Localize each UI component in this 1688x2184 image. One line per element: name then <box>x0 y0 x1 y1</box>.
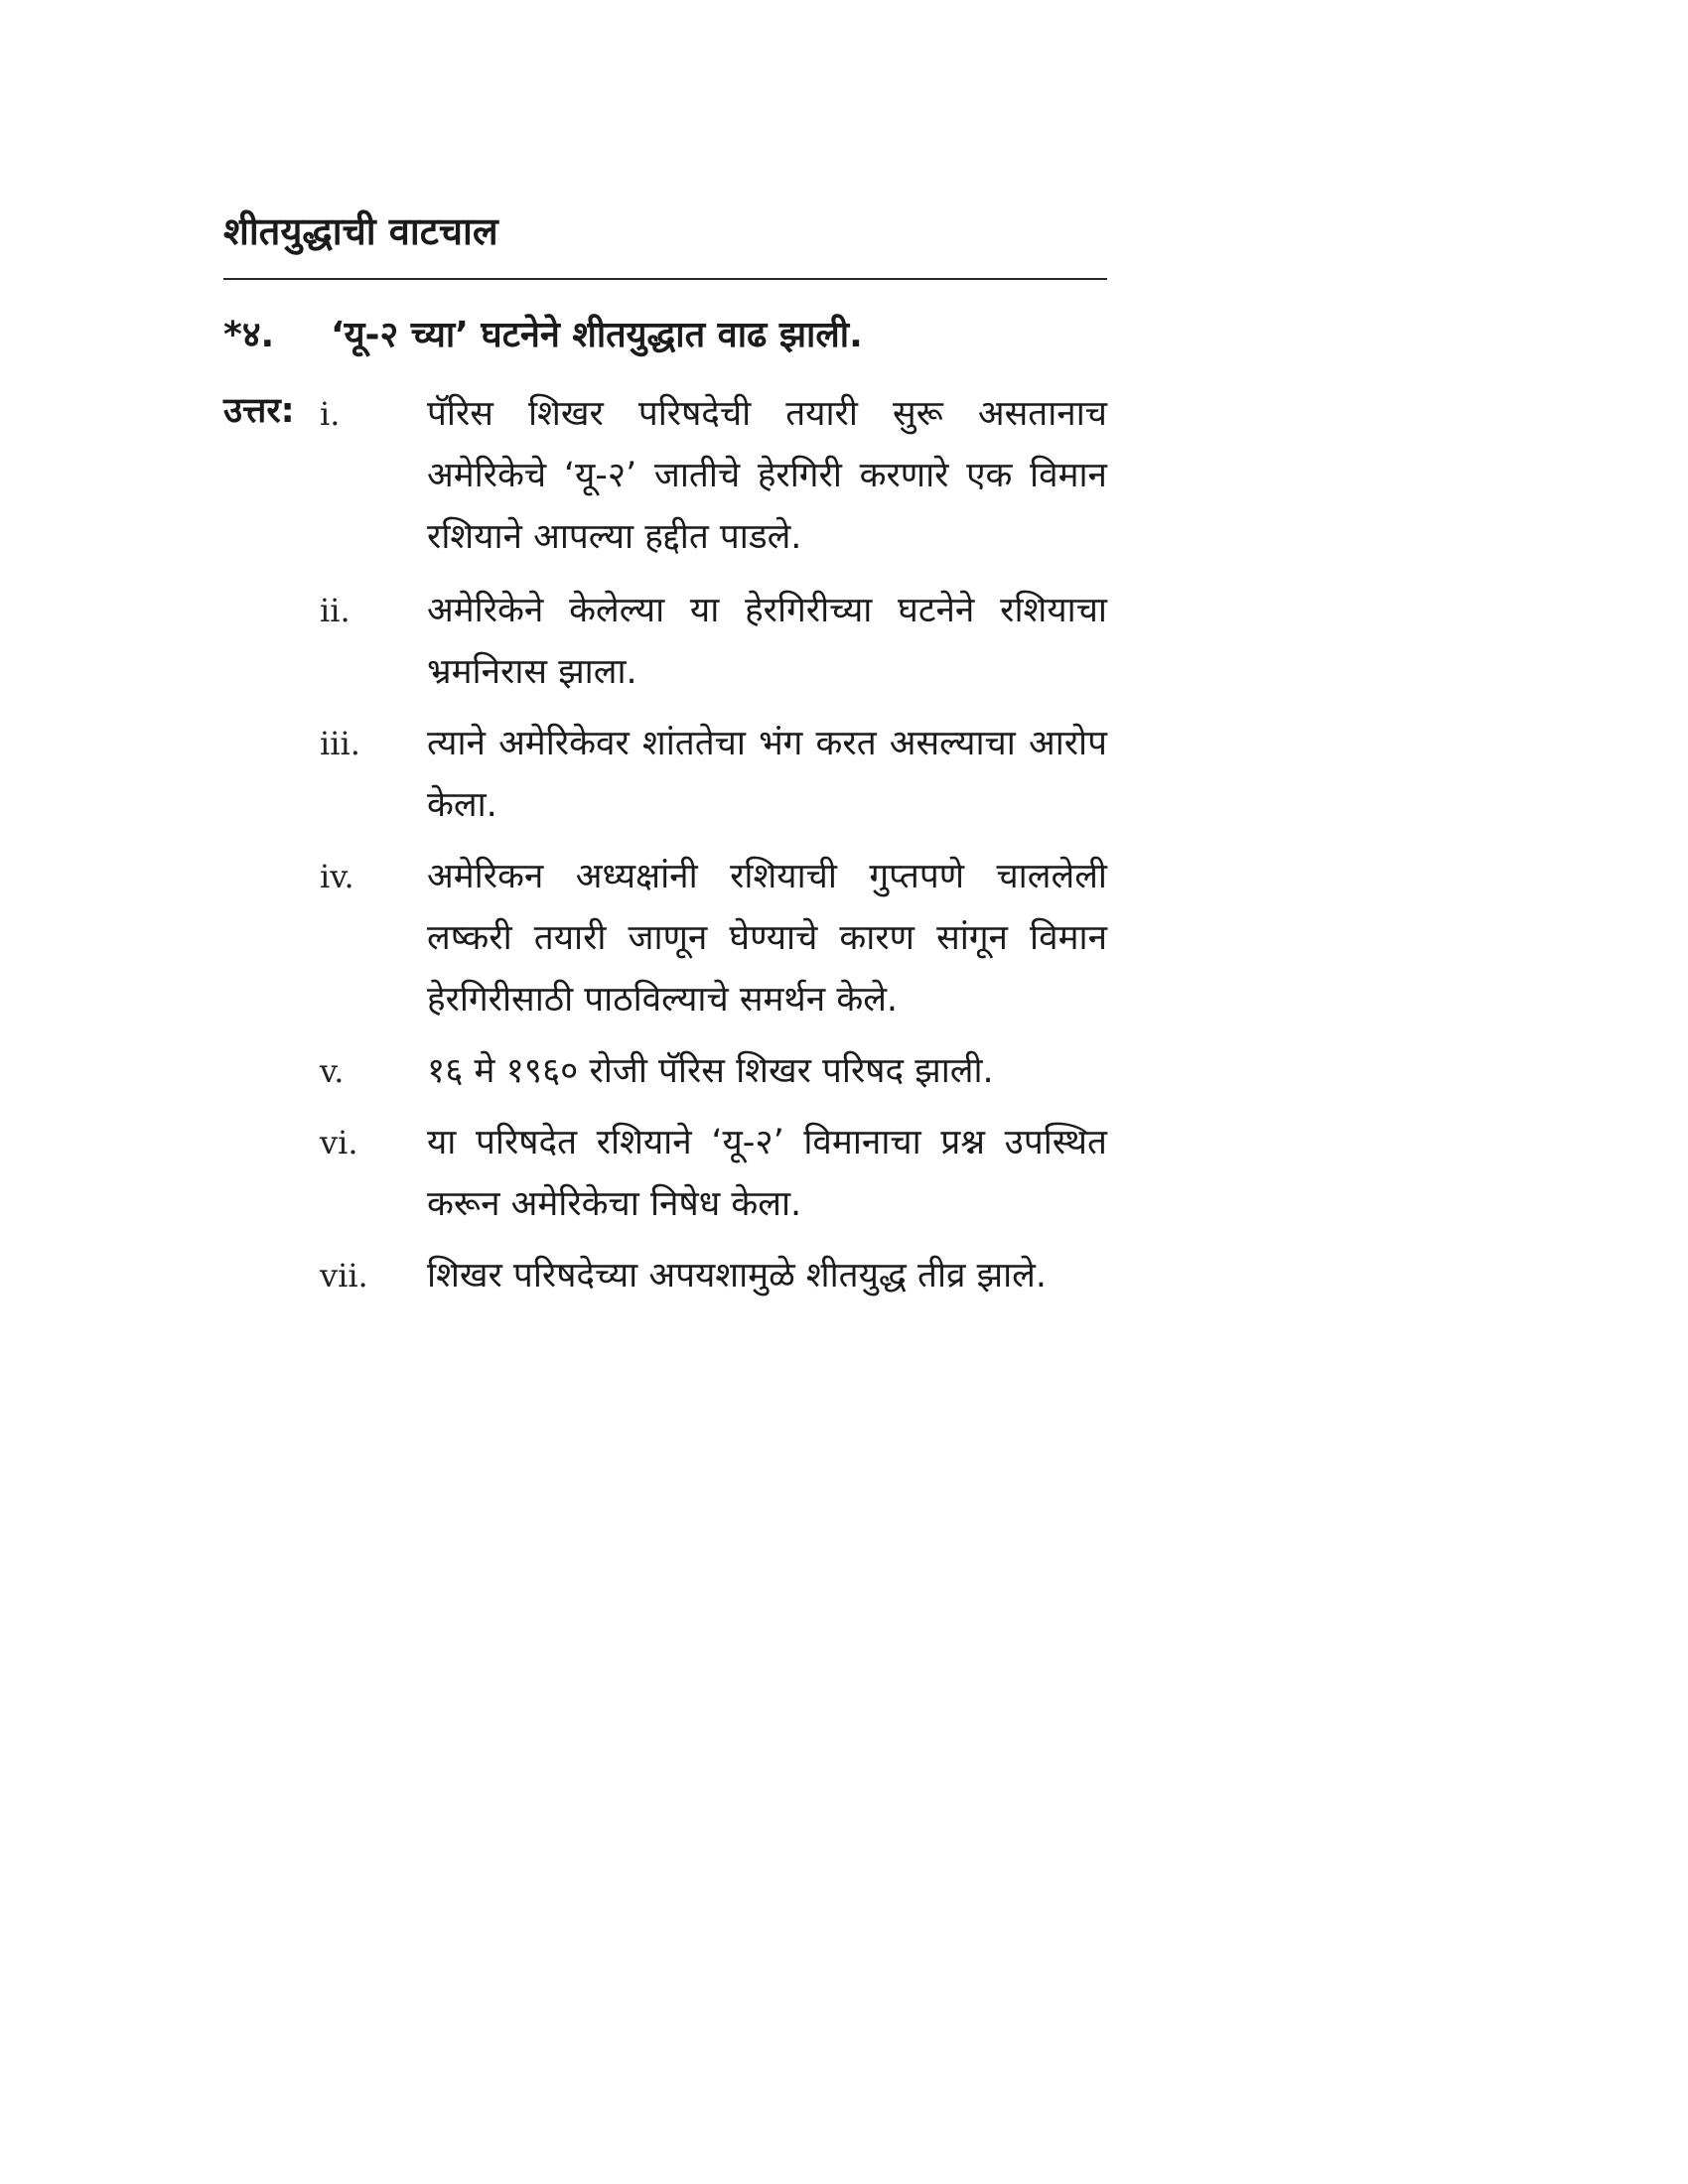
answer-label: उत्तर: <box>223 391 295 431</box>
question-heading <box>223 308 1107 367</box>
item-marker: vii. <box>320 1257 368 1295</box>
item-marker: ii. <box>320 592 351 629</box>
item-text: अमेरिकेने केलेल्या या हेरगिरीच्या घटनेने रशियाचा भ्रमनिरास झाला. <box>427 591 1107 692</box>
page-header <box>223 204 1107 280</box>
chapter-title: शीतयुद्धाची वाटचाल <box>223 209 498 253</box>
item-text: शिखर परिषदेच्या अपयशामुळे शीतयुद्ध तीव्र झाले. <box>427 1256 1047 1296</box>
item-text: अमेरिकन अध्यक्षांनी रशियाची गुप्तपणे चाललेली लष्करी तयारी जाणून घेण्याचे कारण सांगून विमान हेरगिरीसाठी पाठविल्याचे समर्थन केले. <box>427 857 1107 1020</box>
item-text: त्याने अमेरिकेवर शांततेचा भंग करत असल्याचा आरोप केला. <box>427 724 1107 825</box>
question-text: ‘यू-२ च्या’ घटनेने शीतयुद्धात वाढ झाली. <box>331 315 863 355</box>
item-text: १६ मे १९६० रोजी पॅरिस शिखर परिषद झाली. <box>427 1051 994 1091</box>
item-marker: v. <box>320 1052 345 1090</box>
item-text: या परिषदेत रशियाने ‘यू-२’ विमानाचा प्रश्न उपस्थित करून अमेरिकेचा निषेध केला. <box>427 1123 1107 1224</box>
question-number: *४. <box>223 315 275 355</box>
item-marker: vi. <box>320 1124 358 1161</box>
item-marker: iii. <box>320 725 360 762</box>
item-marker: iv. <box>320 858 354 895</box>
item-marker: i. <box>320 395 341 433</box>
item-text: पॅरिस शिखर परिषदेची तयारी सुरू असतानाच अमेरिकेचे ‘यू-२’ जातीचे हेरगिरी करणारे एक विमान रशियाने आपल्या हद्दीत पाडले. <box>427 394 1107 557</box>
